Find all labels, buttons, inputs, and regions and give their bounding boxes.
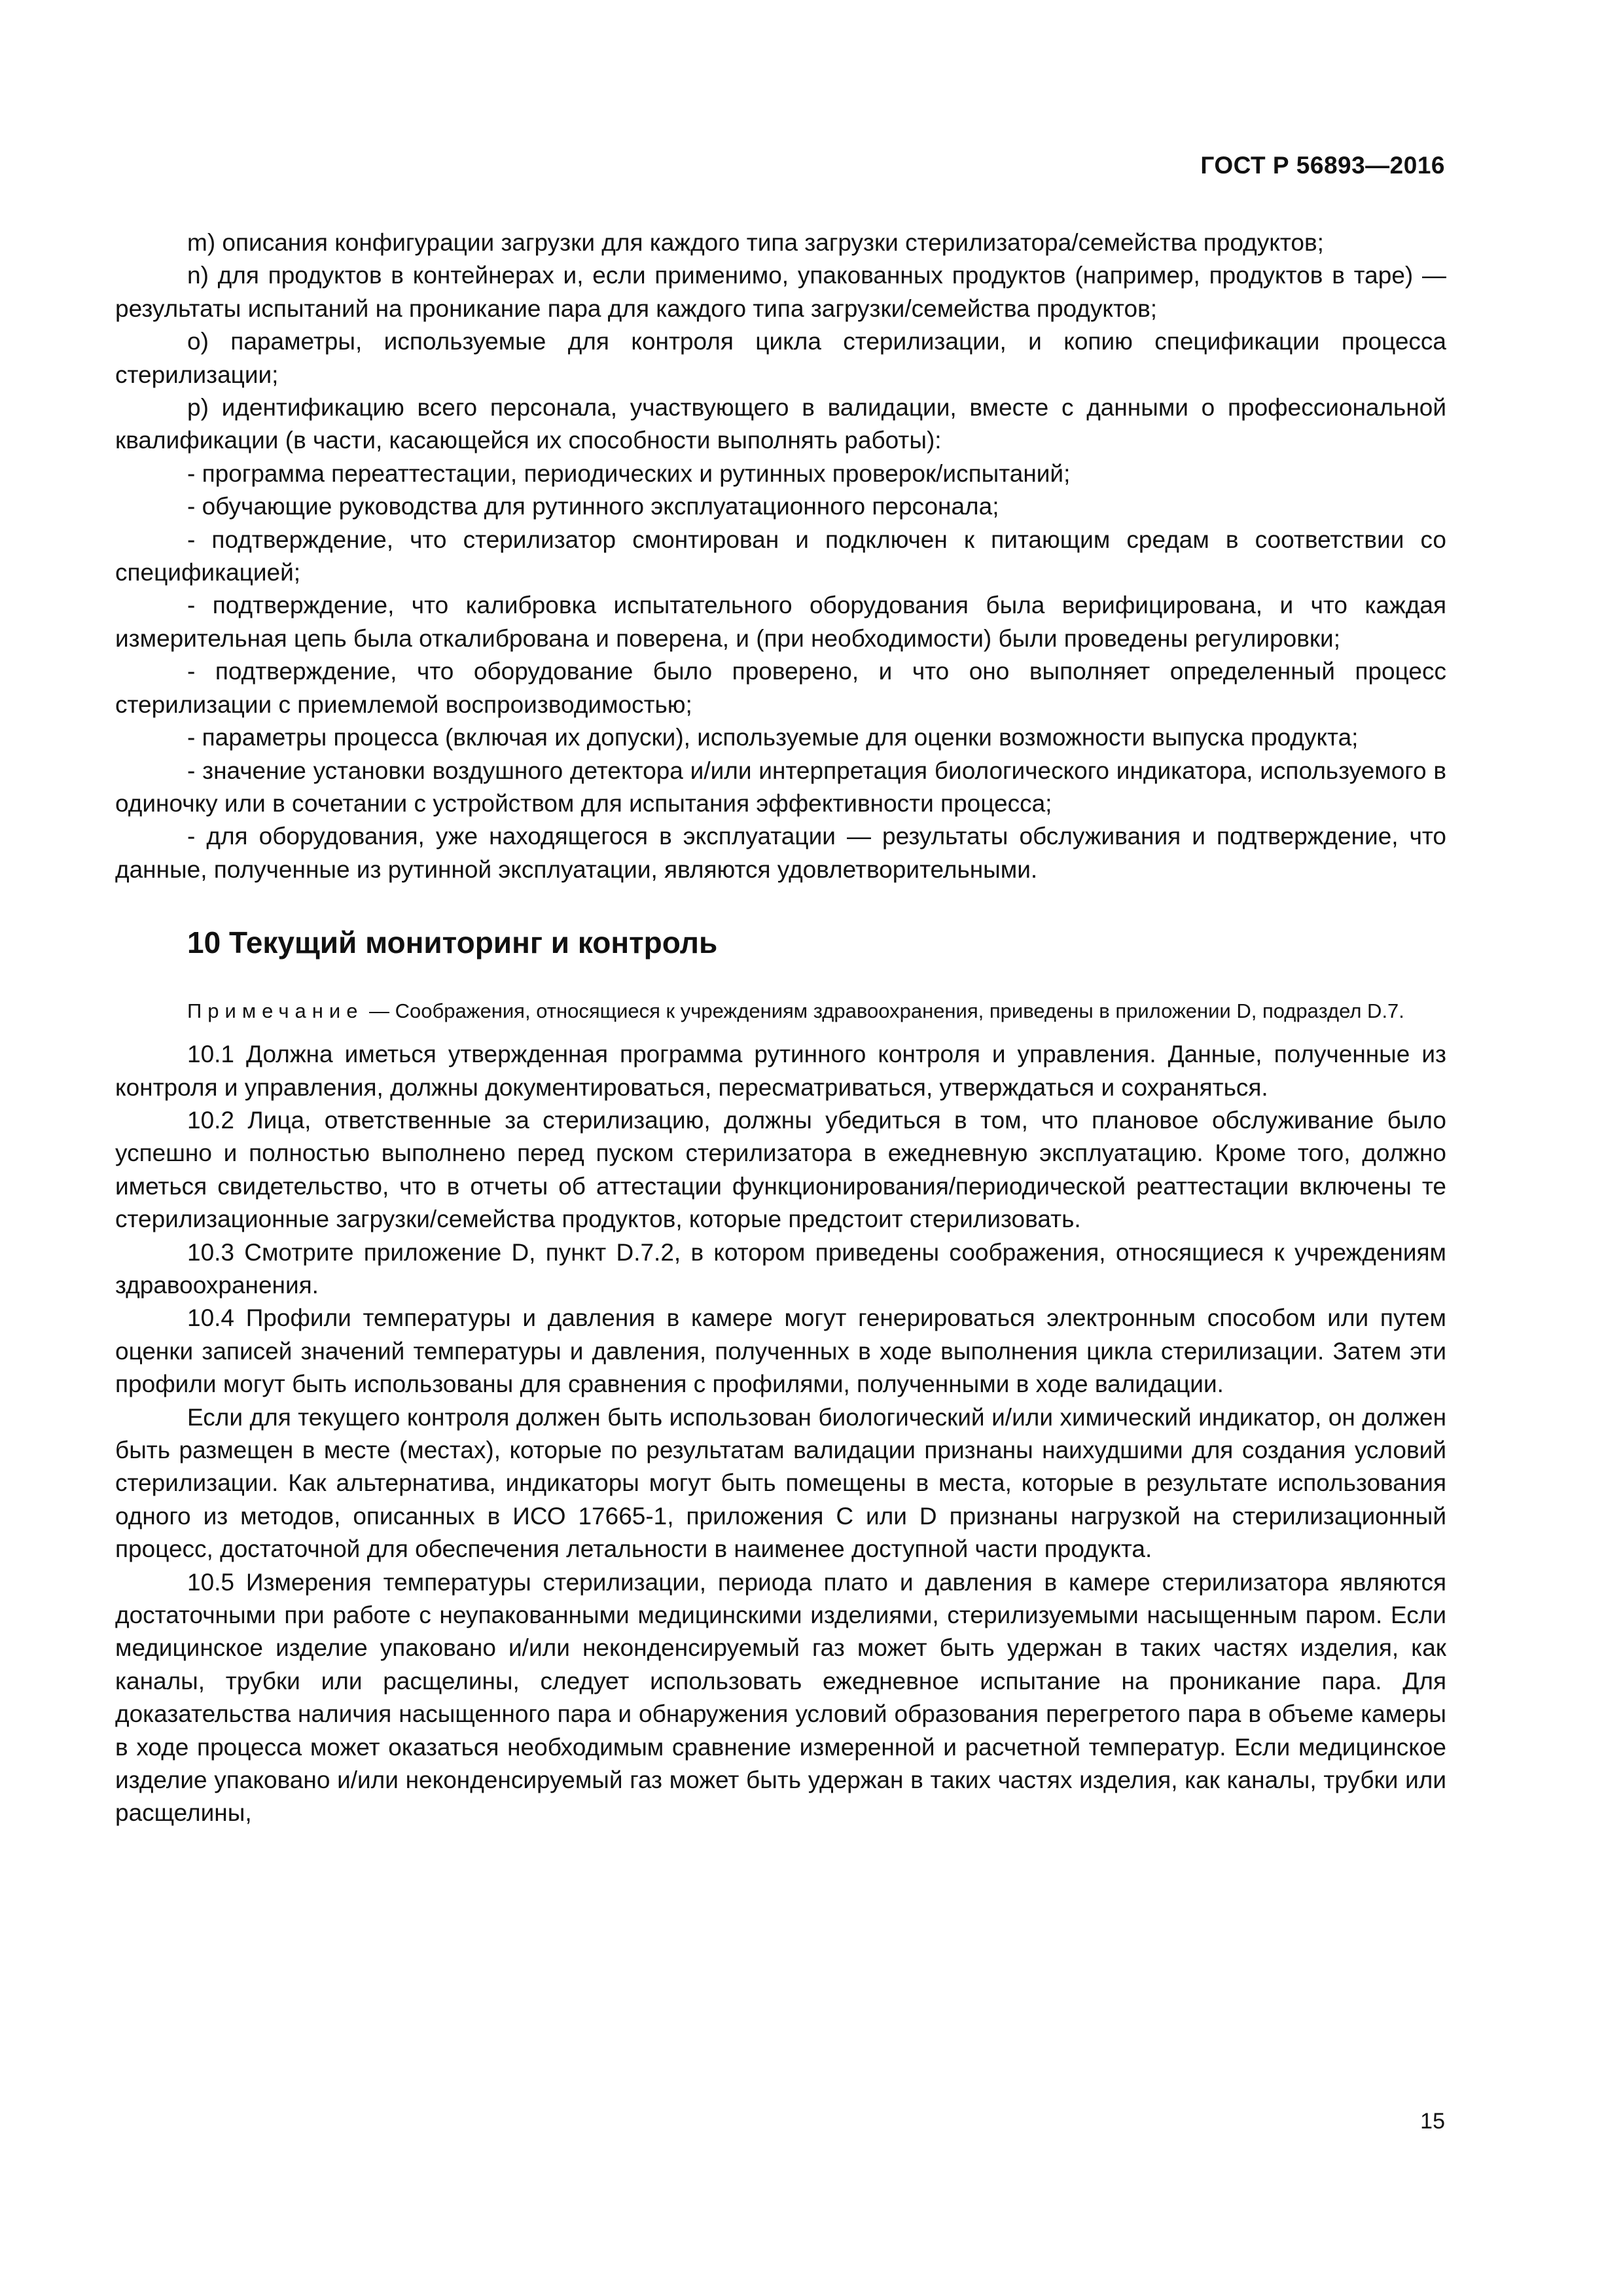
paragraph: 10.3 Смотрите приложение D, пункт D.7.2, в котором приведены соображения, относящиеся к учреждениям здравоохранения. xyxy=(115,1238,1446,1299)
page-number: 15 xyxy=(1420,2109,1445,2134)
list-item: - подтверждение, что калибровка испытательного оборудования была верифицирована, и что каждая измерительная цепь была откалибрована и поверена, и (при необходимости) были проведены регулировки; xyxy=(115,592,1446,652)
note xyxy=(115,996,1446,1026)
list-item: - для оборудования, уже находящегося в эксплуатации — результаты обслуживания и подтверждение, что данные, полученные из рутинной эксплуатации, являются удовлетворительными. xyxy=(115,823,1446,883)
list-item: - обучающие руководства для рутинного эксплуатационного персонала; xyxy=(187,493,999,520)
list-item: n) для продуктов в контейнерах и, если применимо, упакованных продуктов (например, продуктов в таре) — результаты испытаний на проникание пара для каждого типа загрузки/семейства продуктов; xyxy=(115,262,1446,322)
list-item: - значение установки воздушного детектора и/или интерпретация биологического индикатора, используемого в одиночку или в сочетании с устройством для испытания эффективности процесса; xyxy=(115,757,1446,817)
list-item: о) параметры, используемые для контроля цикла стерилизации, и копию спецификации процесса стерилизации; xyxy=(115,328,1446,388)
paragraph: 10.1 Должна иметься утвержденная программа рутинного контроля и управления. Данные, полученные из контроля и управления, должны документироваться, пересматриваться, утверждаться и сохраняться. xyxy=(115,1041,1446,1101)
note-label: Примечание xyxy=(187,999,364,1023)
section-heading: 10 Текущий мониторинг и контроль xyxy=(187,925,718,960)
list-item: р) идентификацию всего персонала, участвующего в валидации, вместе с данными о профессиональной квалификации (в части, касающейся их способности выполнять работы): xyxy=(115,394,1446,454)
list-item: - программа переаттестации, периодических и рутинных проверок/испытаний; xyxy=(187,459,1071,487)
paragraph: 10.4 Профили температуры и давления в камере могут генерироваться электронным способом или путем оценки записей значений температуры и давления, полученных в ходе выполнения цикла стерилизации. Затем эти профили могут быть использованы для сравнения с профилями, полученными в ходе валидации. xyxy=(115,1304,1446,1398)
note-text: — Соображения, относящиеся к учреждениям здравоохранения, приведены в приложении D, подраздел D.7. xyxy=(363,999,1404,1023)
list-item: - параметры процесса (включая их допуски), используемые для оценки возможности выпуска продукта; xyxy=(187,724,1359,751)
paragraph: 10.5 Измерения температуры стерилизации, периода плато и давления в камере стерилизатора являются достаточными при работе с неупакованными медицинскими изделиями, стерилизуемыми насыщенным паром. Если медицинское изделие упаковано и/или неконденсируемый газ может быть удержан в таких частях изделия, как каналы, трубки или расщелины, следует использовать ежедневное испытание на проникание пара. Для доказательства наличия насыщенного пара и обнаружения условий образования перегретого пара в объеме камеры в ходе процесса может оказаться необходимым сравнение измеренной и расчетной температур. Если медицинское изделие упаковано и/или неконденсируемый газ может быть удержан в таких частях изделия, как каналы, трубки или расщелины, xyxy=(115,1568,1446,1827)
paragraph: 10.2 Лица, ответственные за стерилизацию, должны убедиться в том, что плановое обслуживание было успешно и полностью выполнено перед пуском стерилизатора в ежедневную эксплуатацию. Кроме того, должно иметься свидетельство, что в отчеты об аттестации функционирования/периодической реаттестации включены те стерилизационные загрузки/семейства продуктов, которые предстоит стерилизовать. xyxy=(115,1106,1446,1233)
list-item: - подтверждение, что оборудование было проверено, и что оно выполняет определенный процесс стерилизации с приемлемой воспроизводимостью; xyxy=(115,658,1446,718)
list-item: - подтверждение, что стерилизатор смонтирован и подключен к питающим средам в соответствии со спецификацией; xyxy=(115,526,1446,586)
paragraph: Если для текущего контроля должен быть использован биологический и/или химический индикатор, он должен быть размещен в месте (местах), которые по результатам валидации признаны наихудшими для создания условий стерилизации. Как альтернатива, индикаторы могут быть помещены в места, которые в результате использования одного из методов, описанных в ИСО 17665-1, приложения С или D признаны нагрузкой на стерилизационный процесс, достаточной для обеспечения летальности в наименее доступной части продукта. xyxy=(115,1403,1446,1563)
list-item: m) описания конфигурации загрузки для каждого типа загрузки стерилизатора/семейства продуктов; xyxy=(187,229,1324,256)
standard-code: ГОСТ Р 56893—2016 xyxy=(1200,152,1445,179)
document-body xyxy=(115,226,1446,1830)
